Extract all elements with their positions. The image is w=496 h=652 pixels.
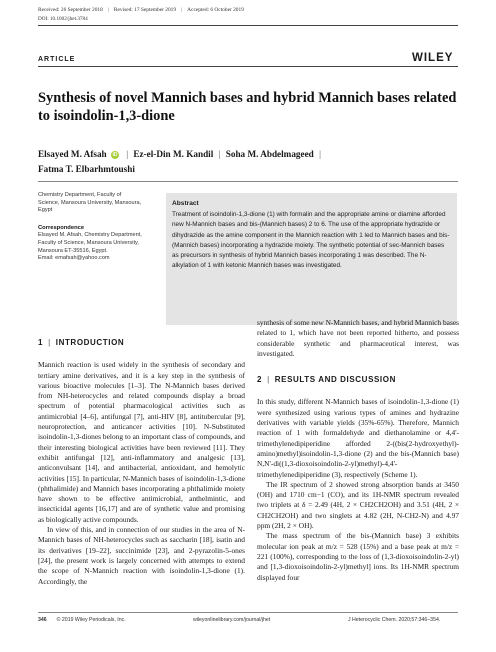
section-title: INTRODUCTION — [55, 338, 125, 347]
section-number: 2 — [257, 375, 263, 385]
abstract-box — [166, 193, 457, 325]
correspondence-email[interactable]: Email: emafsah@yahoo.com — [38, 255, 110, 262]
author-separator: | — [319, 149, 321, 159]
correspondence-line: Mansoura ET-35516, Egypt. — [38, 247, 108, 254]
authors-divider — [38, 181, 458, 182]
author-3[interactable]: Soha M. Abdelmageed — [225, 149, 314, 159]
author-2[interactable]: Ez-el-Din M. Kandil — [133, 149, 214, 159]
article-divider — [38, 66, 458, 67]
results-paragraph-2: The IR spectrum of 2 showed strong absorption bands at 3450 (OH) and 1710 cm−1 (CO), and its 1H-NMR spectrum revealed two triplets at δ = 2.49 (4H, 2 × CH2CH2OH) and 3.51 (4H, 2 × CH2CH2OH) and two singlets at 4.82 (2H, N-CH2-N) and 4.97 ppm (2H, 2 × OH). — [257, 479, 459, 531]
doi[interactable]: DOI: 10.1002/jhet.3784 — [38, 16, 88, 22]
affiliation-line: Science, Mansoura University, Mansoura, — [38, 199, 142, 206]
date-separator: | — [181, 7, 183, 13]
journal-citation: J Heterocyclic Chem. 2020;57:346–354. — [348, 617, 441, 623]
author-1[interactable]: Elsayed M. Afsah — [38, 149, 107, 159]
received-date: Received: 26 September 2018 — [38, 7, 103, 13]
footer-left — [38, 617, 126, 623]
affiliation-line: Chemistry Department, Faculty of — [38, 192, 122, 198]
publisher-logo: WILEY — [412, 52, 454, 64]
correspondence-line: Faculty of Science, Mansoura University, — [38, 239, 139, 246]
paper-title: Synthesis of novel Mannich bases and hybrid Mannich bases related to isoindolin-1,3-dione — [38, 90, 457, 124]
copyright: © 2019 Wiley Periodicals, Inc. — [56, 617, 126, 623]
intro-paragraph-3: synthesis of some new N-Mannich bases, and hybrid Mannich bases related to 1, which have not been reported hitherto, and possess considerable synthetic and pharmaceutical interest, was investigated. — [257, 318, 459, 358]
right-column — [257, 318, 459, 583]
heading-separator: | — [267, 375, 270, 385]
abstract-text: Treatment of isoindolin-1,3-dione (1) with formalin and the appropriate amine or diamine afforded new N-Mannich bases and bis-(Mannich bases) 2 to 6. The use of the appropriate hydrazide or dihydrazide as the amine component in the Mannich reaction with 1 led to Mannich bases and bis-(Mannich bases) incorporating a hydrazide moiety. The synthetic potential of sec-Mannich bases as precursors in synthesis of hybrid Mannich bases incorporating 1 was described. The N-alkylation of 1 with ketonic Mannich bases was investigated. — [172, 211, 450, 270]
abstract-heading: Abstract — [172, 200, 199, 207]
header-divider — [38, 25, 458, 26]
author-separator: | — [126, 149, 129, 159]
intro-paragraph-2: In view of this, and in connection of our studies in the area of N-Mannich bases of NH-heterocycles such as saccharin [18], isatin and its derivatives [19–22], succinimide [23], and 2-pyrazolin-5-ones [24], the present work is largely concerned with attempts to extend the scope of N-Mannich reaction with isoindolin-1,3-dione (1). Accordingly, the — [38, 525, 245, 586]
orcid-icon[interactable]: iD — [112, 152, 118, 158]
section-heading-introduction — [38, 338, 245, 348]
author-separator: | — [218, 149, 221, 159]
author-4[interactable]: Fatma T. Elbarhmtoushi — [38, 163, 135, 174]
section-heading-results — [257, 375, 459, 385]
section-number: 1 — [38, 338, 44, 347]
page-number: 346 — [38, 617, 47, 623]
left-column — [38, 338, 245, 587]
heading-separator: | — [48, 338, 51, 347]
affiliation-line: Egypt — [38, 207, 53, 214]
accepted-date: Accepted: 6 October 2019 — [187, 7, 244, 13]
correspondence-heading: Correspondence — [38, 224, 85, 231]
manuscript-dates — [38, 7, 244, 13]
journal-url[interactable]: wileyonlinelibrary.com/journal/jhet — [193, 617, 271, 623]
results-paragraph-1: In this study, different N-Mannich bases of isoindolin-1,3-dione (1) were synthesized using various types of amines and hydrazine derivatives with variable yields (35%-65%). Therefore, Mannich reaction of 1 with formaldehyde and diethanolamine or 4,4'-trimethylenedipiperidine afforded 2-((bis(2-hydroxyethyl)-amino)methyl)isoindolin-1,3-dione (2) and the bis-(Mannich base) N,N'-di((1,3-dioxoisoindolin-2-yl)methyl)-4,4'-trimethylenedipiperidine (3), respectively (Scheme 1). — [257, 397, 459, 479]
author-list — [38, 147, 468, 176]
intro-paragraph-1: Mannich reaction is used widely in the synthesis of secondary and tertiary amine derivatives, and it is a key step in the synthesis of various bioactive molecules [1–3]. The N-Mannich bases derived from NH-heterocycles and related compounds display a broad spectrum of potential pharmacological activities such as antimicrobial [4–6], antifungal [7], anti-HIV [8], antitubercular [9], neuroprotection, and anticancer activities [10]. N-Substituted isoindolin-1,3-diones belong to an important class of compounds, and their interesting biological activities have been reviewed [11]. They exhibit antifungal [12], anti-inflammatory and analgesic [13], anticonvulsant [14], and antibacterial, antioxidant, and hemolytic activities [15]. In particular, N-Mannich bases of isoindolin-1,3-dione (phthalimide) and Mannich bases incorporating a phthalimide moiety have shown to be effective antimicrobial, anthelmintic, and insecticidal agents [16,17] and are of synthetic value and promising as biologically active compounds. — [38, 360, 245, 524]
section-title: RESULTS AND DISCUSSION — [274, 375, 396, 385]
results-paragraph-3: The mass spectrum of the bis-(Mannich base) 3 exhibits molecular ion peak at m/z = 528 (15%) and a base peak at m/z = 221 (100%), corresponding to the loss of (1,3-dioxoisoindolin-2-yl) and [1,3-dioxoisoindolin-2-yl)methyl] ions. Its 1H-NMR spectrum displayed four — [257, 531, 459, 582]
footer-divider — [38, 612, 458, 613]
article-type-label: ARTICLE — [38, 56, 76, 63]
affiliation-block — [38, 192, 158, 263]
revised-date: Revised: 17 September 2019 — [113, 7, 177, 13]
correspondence-line: Elsayed M. Afsah, Chemistry Department, — [38, 232, 142, 239]
date-separator: | — [107, 7, 109, 13]
